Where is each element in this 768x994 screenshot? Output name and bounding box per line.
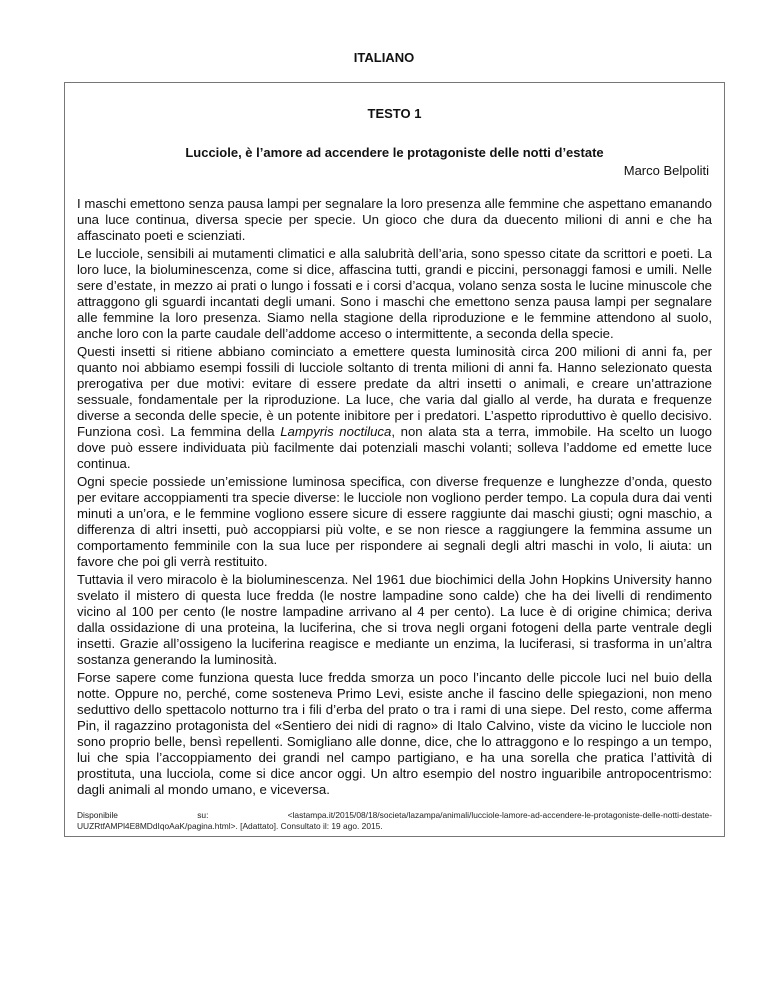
source-citation: Disponibile su: <lastampa.it/2015/08/18/societa/lazampa/animali/lucciole-lamore-ad-accendere-le-protagoniste-delle-notti-destate-UUZRtfAMPl4E8MDdIqoAaK/pagina.html>. [Adattato]. Consultato il: 19 ago. 2015.	[77, 810, 712, 831]
author: Marco Belpoliti	[623, 163, 709, 178]
text-label: TESTO 1	[367, 106, 422, 121]
paragraph-2: Le lucciole, sensibili ai mutamenti climatici e alla salubrità dell’aria, sono spesso citate da scrittori e poeti. La loro luce, la bioluminescenza, come si dice, affascina tutti, grandi e piccini, personaggi famosi e umili. Nelle sere d’estate, in mezzo ai prati o lungo i fossati e i corsi d’acqua, volano senza sosta le lucine minuscole che attraggono gli sguardi incantati degli umani. Sono i maschi che emettono senza pausa lampi per segnalare alle femmine la loro presenza. Siamo nella stagione della riproduzione e le femmine attendono al suolo, anche loro con la parte caudale dell’addome acceso o intermittente, a seconda della specie.	[77, 246, 712, 341]
paragraph-3-part-2: , non alata sta a terra, immobile. Ha scelto un luogo dove può essere individuata più facilmente dai potenziali maschi volanti; solleva l’addome ed emette luce continua.	[77, 424, 712, 471]
paragraph-3	[77, 344, 712, 472]
text-box	[64, 82, 725, 837]
paragraph-6: Forse sapere come funziona questa luce fredda smorza un poco l’incanto delle piccole luci nel buio della notte. Oppure no, perché, come sosteneva Primo Levi, esiste anche il fascino delle spiegazioni, non meno seduttivo dello spettacolo notturno tra i fili d’erba del prato o tra i rami di una siepe. Del resto, come afferma Pin, il ragazzino protagonista del «Sentiero dei nidi di ragno» di Italo Calvino, viste da vicino le lucciole non sono proprio belle, bensì repellenti. Somigliano alle donne, dice, che lo attraggono e lo respingo a un tempo, lui che spia l’accoppiamento dei grandi nel campo partigiano, e ha una sorella che pratica l’attività di prostituta, una lucciola, come si dice ancor oggi. Un altro esempio del nostro inguaribile antropocentrismo: dagli animali al mondo umano, e viceversa.	[77, 670, 712, 797]
paragraph-5: Tuttavia il vero miracolo è la bioluminescenza. Nel 1961 due biochimici della John Hopkins University hanno svelato il mistero di questa luce fredda (le nostre lampadine sono calde) che ha dei livelli di rendimento vicino al 100 per cento (le nostre lampadine arrivano al 4 per cento). La luce è di origine chimica; deriva dalla ossidazione di una proteina, la luciferina, che si trova negli organi fotogeni della parte ventrale degli insetti. Grazie all’ossigeno la luciferina reagisce e mediante un enzima, la luciferasi, si trasforma in un’altra sostanza generando la luminosità.	[77, 572, 712, 667]
paragraph-1: I maschi emettono senza pausa lampi per segnalare la loro presenza alle femmine che aspettano emanando una luce continua, diversa specie per specie. Un gioco che dura da duecento milioni di anni e che ha affascinato poeti e scienziati.	[77, 196, 712, 243]
paragraph-4: Ogni specie possiede un’emissione luminosa specifica, con diverse frequenze e lunghezze d’onda, questo per evitare accoppiamenti tra specie diverse: le lucciole non vogliono perder tempo. La copula dura dai venti minuti a un’ora, e le femmine vogliono essere sicure di essere raggiunte dai maschi giusti; ogni maschio, a differenza di altri insetti, può accoppiarsi più volte, e se non riesce a raggiungere la femmina assume un comportamento femminile con la sua luce per rispondere ai segnali degli altri maschi in volo, li aiuta: un favore che poi gli verrà restituito.	[77, 474, 712, 569]
species-name: Lampyris noctiluca	[280, 424, 392, 439]
article-body	[77, 196, 712, 798]
article-title: Lucciole, è l’amore ad accendere le protagoniste delle notti d’estate	[185, 145, 604, 160]
paragraph-3-part-1: Questi insetti si ritiene abbiano cominciato a emettere questa luminosità circa 200 milioni di anni fa, per quanto noi abbiamo esempi fossili di lucciole soltanto di trenta milioni di anni fa. Hanno selezionato questa prerogativa per due motivi: evitare di essere predate da altri insetti o animali, e creare un’attrazione sessuale, fondamentale per la riproduzione. La luce, che varia dal giallo al verde, ha durata e frequenze diverse a seconda delle specie, è un potente inibitore per i predatori. L’aspetto riproduttivo è quello decisivo. Funziona così. La femmina della	[77, 344, 712, 439]
page-header: ITALIANO	[353, 50, 415, 65]
